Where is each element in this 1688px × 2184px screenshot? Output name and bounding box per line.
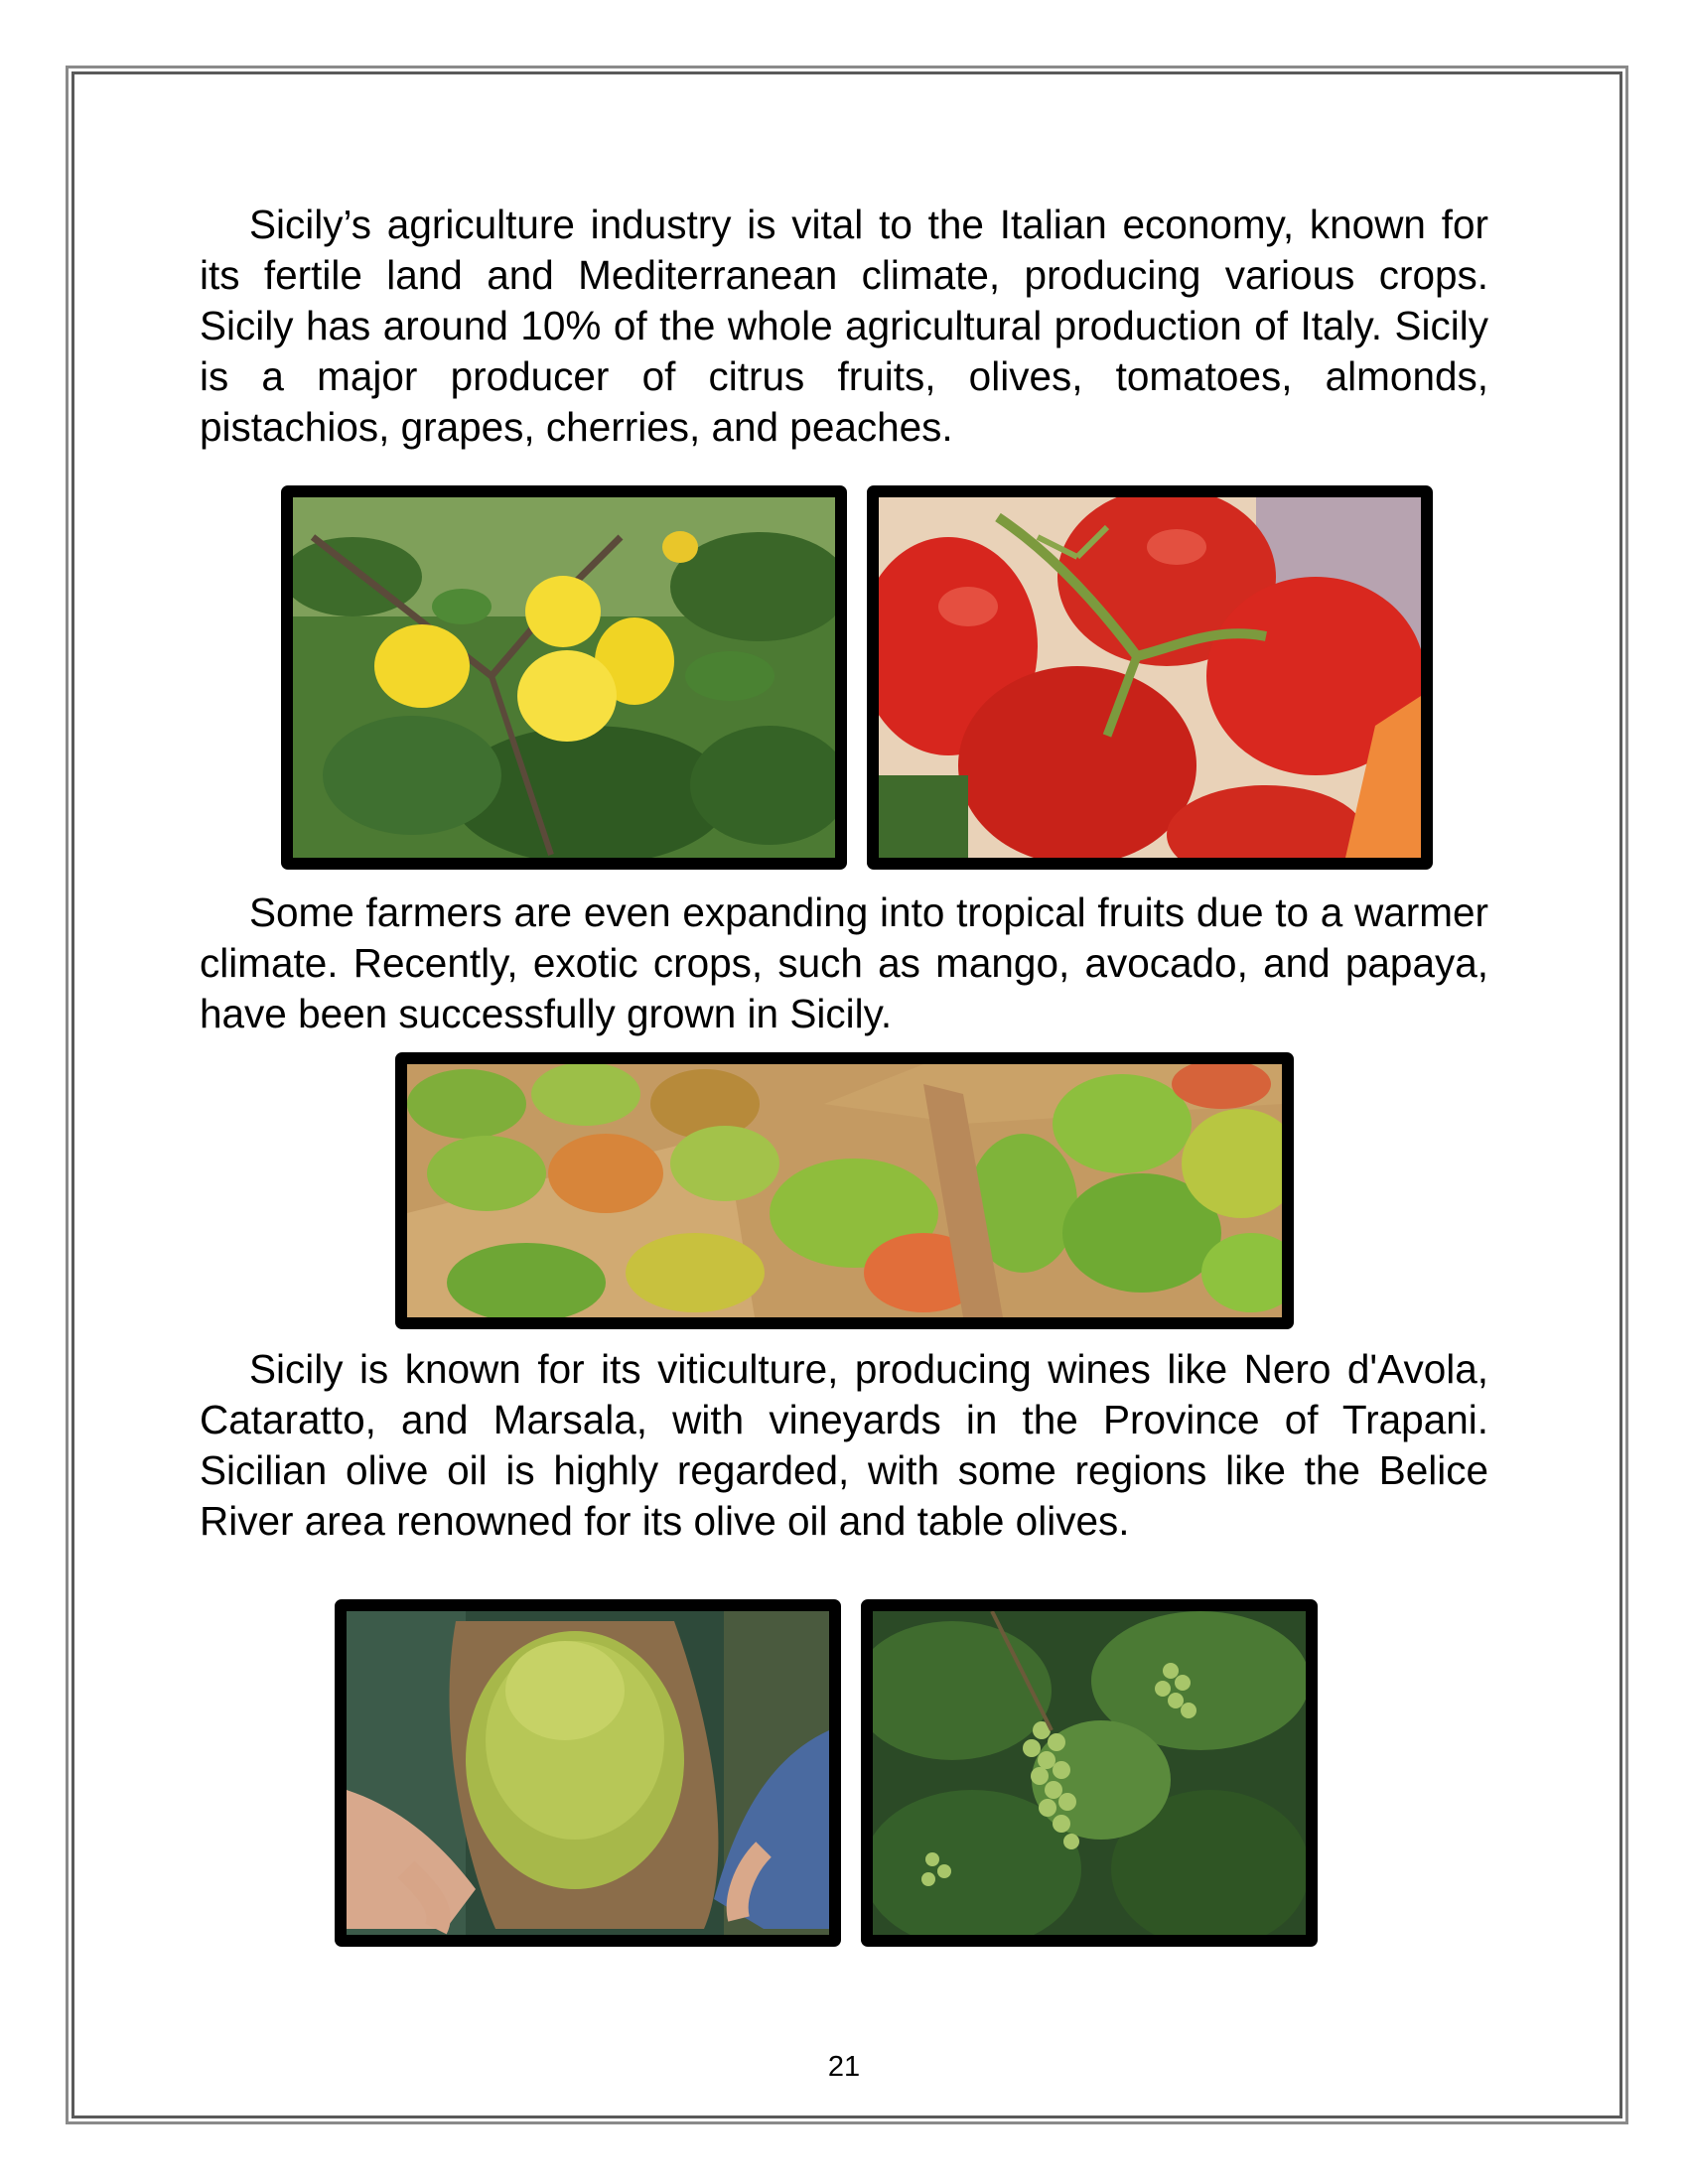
page-number: 21 [827,2051,861,2083]
grapevine-photo [861,1599,1318,1947]
paragraph-agriculture: Sicily’s agriculture industry is vital to the Italian economy, known for its fertile land and Mediterranean climate, producing various crops. Sicily has around 10% of the whole agricultural production of Italy. Sicily is a major producer of citrus fruits, olives, tomatoes, almonds, pistachios, grapes, cherries, and peaches. [200,202,1488,450]
paragraph-viticulture: Sicily is known for its viticulture, producing wines like Nero d'Avola, Cataratto, and Marsala, with vineyards in the Province of Trapani. Sicilian olive oil is highly regarded, with some regions like the Belice River area renowned for its olive oil and table olives. [200,1346,1488,1544]
lemon-tree-photo [281,485,847,870]
paragraph-tropical: Some farmers are even expanding into tropical fruits due to a warmer climate. Recently, exotic crops, such as mango, avocado, and papaya, have been successfully grown in Sicily. [200,889,1488,1036]
mangoes-photo [395,1052,1294,1329]
tomatoes-photo [867,485,1433,870]
olive-harvest-photo [335,1599,841,1947]
